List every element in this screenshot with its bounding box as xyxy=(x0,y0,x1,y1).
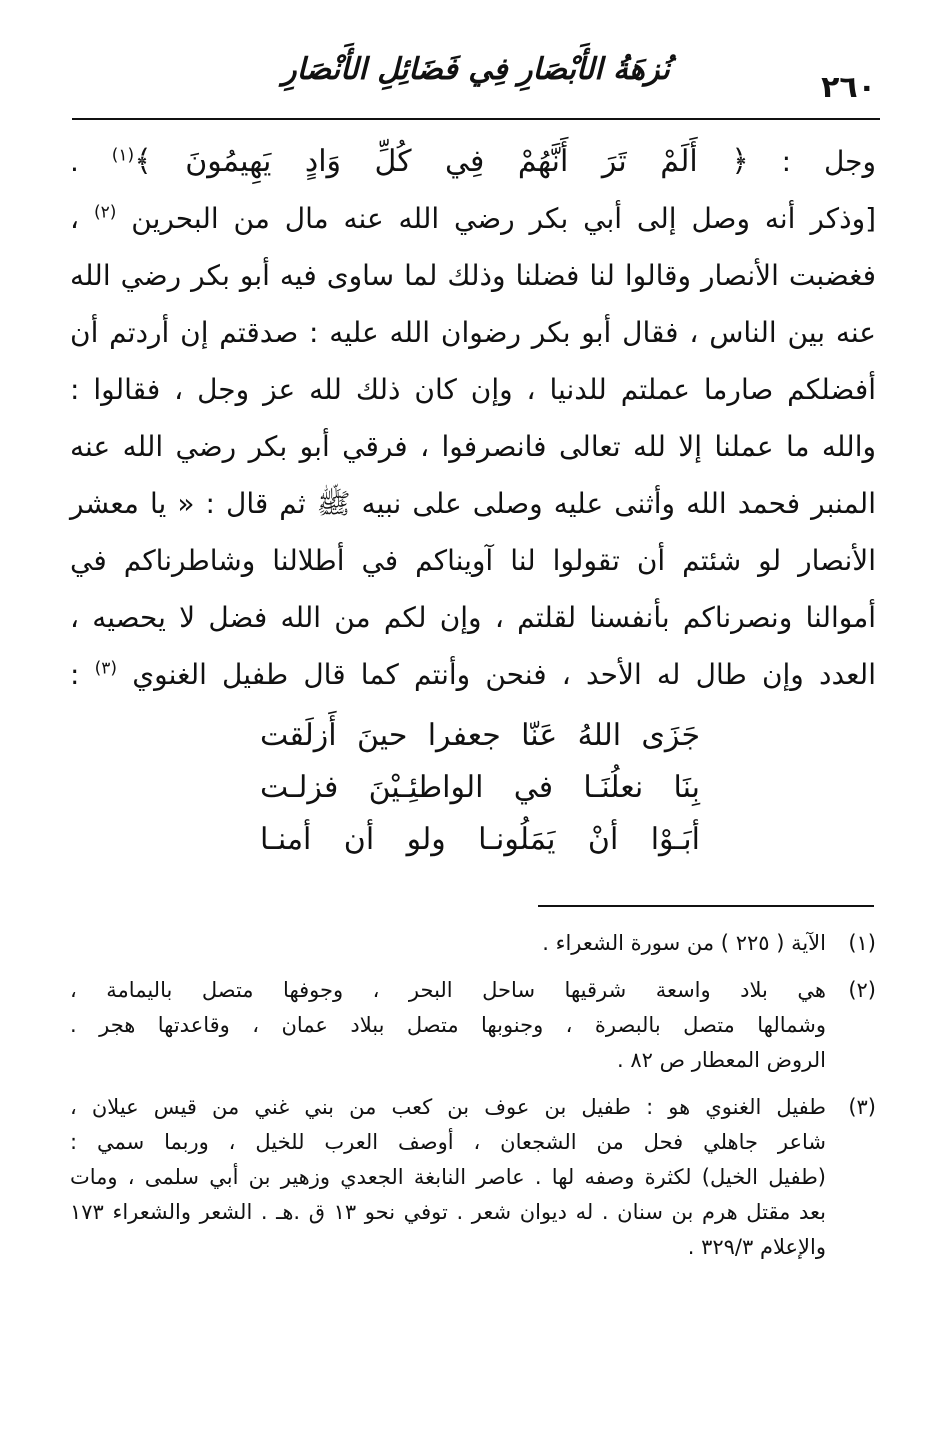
text-fragment: ، xyxy=(70,202,94,235)
footnote-number: (٣) xyxy=(848,1095,876,1119)
footnotes xyxy=(70,926,876,1277)
text-line xyxy=(70,133,876,190)
footnote xyxy=(70,973,876,1078)
footnote-line: طفيل الغنوي هو : طفيل بن عوف بن كعب من بني غني من قيس عيلان ، xyxy=(70,1095,826,1119)
footnote-line: (طفيل الخيل) لكثرة وصفه لها . عاصر النابغة الجعدي وزهير بن أبي سلمى ، ومات xyxy=(70,1165,826,1189)
footnote-body xyxy=(70,926,826,961)
text-line: الأنصار لو شئتم أن تقولوا لنا آويناكم في أطلالنا وشاطرناكم في xyxy=(70,544,876,577)
footnote-line: بعد مقتل هرم بن سنان . له ديوان شعر . توفي نحو ١٣ ق .هـ . الشعر والشعراء ١٧٣ xyxy=(70,1200,826,1224)
page-header xyxy=(72,44,880,114)
footnote-line: الروض المعطار ص ٨٢ . xyxy=(617,1048,826,1072)
poem-verse: بِنَا نعلُنَـا في الواطئِـيْنَ فزلـت xyxy=(260,770,700,805)
footnote-rule xyxy=(538,905,874,907)
quran-verse: ﴿ أَلَمْ تَرَ أَنَّهُمْ فِي كُلِّ وَادٍ يَهِيمُونَ ﴾ xyxy=(134,144,749,179)
footnote-body xyxy=(70,973,826,1078)
page-number: ٢٦٠ xyxy=(821,70,876,105)
running-title: نُزهَةُ الأَبْصَارِ فِي فَضَائِلِ الأَنْصَارِ xyxy=(282,52,670,87)
footnote-body xyxy=(70,1090,826,1265)
main-text xyxy=(70,133,876,703)
footnote-ref: (٢) xyxy=(93,202,117,223)
footnote-line: وشمالها متصل بالبصرة ، وجنوبها متصل ببلاد عمان ، وقاعدتها هجر . xyxy=(70,1013,826,1037)
footnote xyxy=(70,926,876,961)
text-line: فغضبت الأنصار وقالوا لنا فضلنا وذلك لما ساوى فيه أبو بكر رضي الله xyxy=(70,259,876,292)
text-line: أموالنا ونصرناكم بأنفسنا لقلتم ، وإن لكم من الله فضل لا يحصيه ، xyxy=(70,601,876,634)
poem-verse: أبَـوْا أنْ يَمَلُونـا ولو أن أمنـا xyxy=(260,822,700,857)
footnote-line: شاعر جاهلي فحل من الشجعان ، أوصف العرب للخيل ، وربما سمي : xyxy=(70,1130,826,1154)
text-line: والله ما عملنا إلا لله تعالى فانصرفوا ، فرقي أبو بكر رضي الله عنه xyxy=(70,430,876,463)
poem xyxy=(260,710,700,866)
footnote-number: (١) xyxy=(848,931,876,955)
text-fragment: . xyxy=(70,145,112,178)
text-line xyxy=(70,646,876,703)
text-fragment: وجل : xyxy=(748,145,876,178)
footnote-number: (٢) xyxy=(848,978,876,1002)
text-fragment: [وذكر أنه وصل إلى أبي بكر رضي الله عنه مال من البحرين xyxy=(131,202,877,235)
footnote xyxy=(70,1090,876,1265)
text-line: أفضلكم صارما عملتم للدنيا ، وإن كان ذلك لله عز وجل ، فقالوا : xyxy=(70,373,876,406)
text-line: المنبر فحمد الله وأثنى عليه وصلى على نبيه ﷺ ثم قال : « يا معشر xyxy=(70,487,876,520)
footnote-line: والإعلام ٣٢٩/٣ . xyxy=(687,1235,826,1259)
footnote-ref: (١) xyxy=(111,145,135,166)
header-rule xyxy=(72,118,880,120)
text-line: عنه بين الناس ، فقال أبو بكر رضوان الله عليه : صدقتم إن أردتم أن xyxy=(70,316,876,349)
text-fragment: العدد وإن طال له الأحد ، فنحن وأنتم كما قال طفيل الغنوي xyxy=(132,658,876,691)
footnote-ref: (٣) xyxy=(94,658,118,679)
text-line xyxy=(70,190,876,247)
footnote-line: هي بلاد واسعة شرقيها ساحل البحر ، وجوفها متصل باليمامة ، xyxy=(70,978,826,1002)
text-fragment: : xyxy=(70,658,95,691)
footnote-line: الآية ( ٢٢٥ ) من سورة الشعراء . xyxy=(542,931,826,955)
poem-verse: جَزَى اللهُ عَنّا جعفرا حينَ أَزلَقت xyxy=(260,718,700,753)
